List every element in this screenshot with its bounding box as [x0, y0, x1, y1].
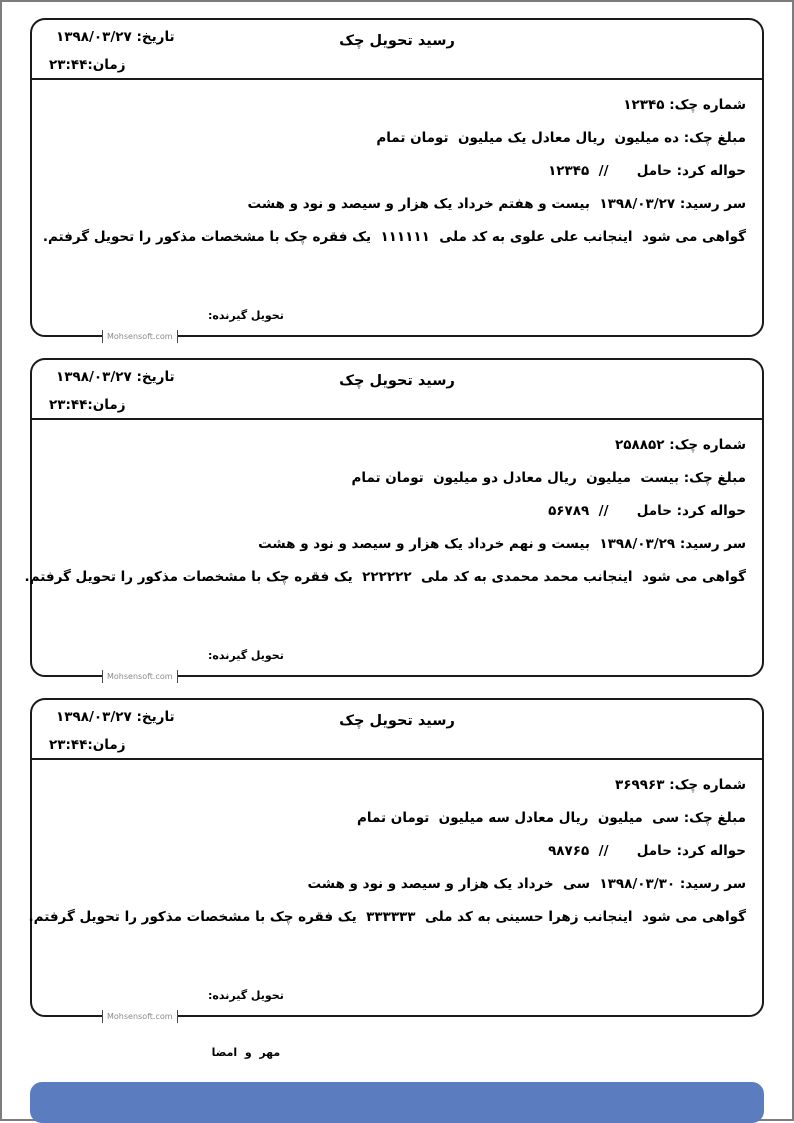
pay-to-line: حواله کرد: حامل // ۱۲۳۴۵: [548, 163, 746, 179]
amount-line: مبلغ چک: بیست میلیون ریال معادل دو میلیون تومان تمام: [351, 470, 746, 486]
receipt-body: [32, 80, 762, 335]
receipt-body: [24, 420, 762, 675]
check-receipt-3: [28, 698, 764, 1059]
pay-to-line: حواله کرد: حامل // ۵۶۷۸۹: [548, 503, 746, 519]
date-label: تاریخ: ۱۳۹۸/۰۳/۲۷: [56, 709, 175, 725]
check-receipt-1: [30, 18, 764, 341]
watermark-text: Mohsensoft.com: [102, 1010, 178, 1023]
due-date-line: سر رسید: ۱۳۹۸/۰۳/۲۷ بیست و هفتم خرداد یک هزار و سیصد و نود و هشت: [247, 196, 746, 212]
amount-line: مبلغ چک: ده میلیون ریال معادل یک میلیون تومان تمام: [376, 130, 746, 146]
check-receipt-2: [24, 358, 764, 681]
check-number-line: شماره چک: ۱۲۳۴۵: [623, 97, 746, 113]
receiver-label: تحویل گیرنده:: [208, 649, 284, 662]
watermark-text: Mohsensoft.com: [102, 330, 178, 343]
amount-line: مبلغ چک: سی میلیون ریال معادل سه میلیون تومان تمام: [357, 810, 746, 826]
receipt-title: رسید تحویل چک: [339, 373, 455, 389]
check-number-line: شماره چک: ۳۶۹۹۶۳: [615, 777, 746, 793]
receipt-title: رسید تحویل چک: [339, 33, 455, 49]
receipt-header: [32, 360, 762, 420]
check-number-line: شماره چک: ۲۵۸۸۵۲: [615, 437, 746, 453]
receipt-title: رسید تحویل چک: [339, 713, 455, 729]
receiver-label: تحویل گیرنده:: [208, 309, 284, 322]
watermark-text: Mohsensoft.com: [102, 670, 178, 683]
certify-line: گواهی می شود اینجانب علی علوی به کد ملی ۱۱۱۱۱۱ یک فقره چک با مشخصات مذکور را تحویل گرفتم.: [42, 229, 746, 245]
date-label: تاریخ: ۱۳۹۸/۰۳/۲۷: [56, 29, 175, 45]
stamp-signature-label: مهر و امضا: [211, 1046, 281, 1059]
due-date-line: سر رسید: ۱۳۹۸/۰۳/۲۹ بیست و نهم خرداد یک هزار و سیصد و نود و هشت: [258, 536, 746, 552]
page-footer-bar: [30, 1082, 764, 1123]
time-label: زمان:۲۳:۴۴: [49, 397, 126, 413]
receipt-header: [32, 700, 762, 760]
receiver-label: تحویل گیرنده:: [208, 989, 284, 1002]
pay-to-line: حواله کرد: حامل // ۹۸۷۶۵: [548, 843, 746, 859]
date-label: تاریخ: ۱۳۹۸/۰۳/۲۷: [56, 369, 175, 385]
receiver-block: [208, 948, 284, 1100]
time-label: زمان:۲۳:۴۴: [49, 57, 126, 73]
receipt-header: [32, 20, 762, 80]
certify-line: گواهی می شود اینجانب محمد محمدی به کد ملی ۲۲۲۲۲۲ یک فقره چک با مشخصات مذکور را تحویل گرفتم.: [24, 569, 746, 585]
due-date-line: سر رسید: ۱۳۹۸/۰۳/۳۰ سی خرداد یک هزار و سیصد و نود و هشت: [307, 876, 746, 892]
time-label: زمان:۲۳:۴۴: [49, 737, 126, 753]
certify-line: گواهی می شود اینجانب زهرا حسینی به کد ملی ۳۳۳۳۳۳ یک فقره چک با مشخصات مذکور را تحویل گرفتم.: [28, 909, 746, 925]
